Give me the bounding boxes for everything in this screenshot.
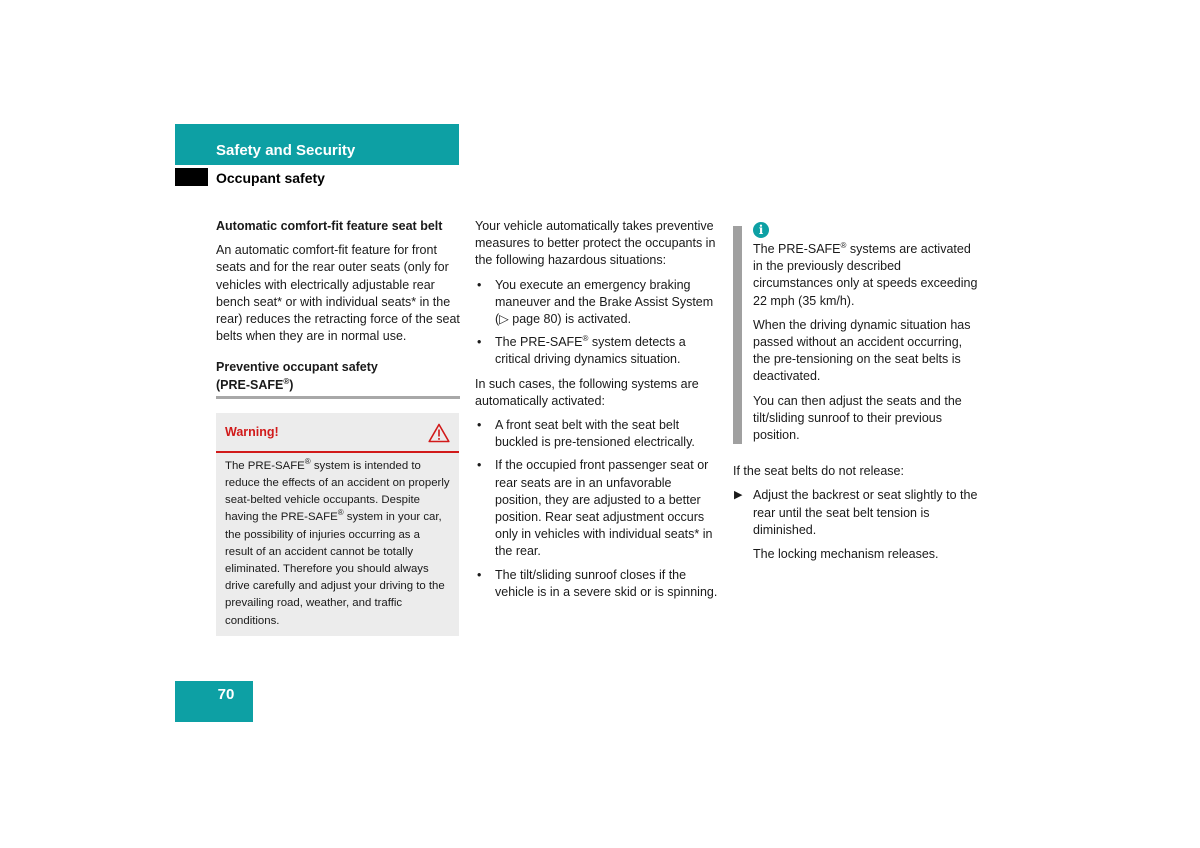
systems-list <box>475 417 720 601</box>
info-paragraph: The PRE-SAFE® systems are activated in the previously described circumstances only at speeds exceeding 22 mph (35 km/h). <box>753 240 978 308</box>
heading-pre-safe <box>216 359 460 393</box>
column-right <box>733 218 981 570</box>
list-item: • A front seat belt with the seat belt buckled is pre-tensioned electrically. <box>477 418 695 450</box>
paragraph-comfort-fit: An automatic comfort-fit feature for front seats and for the rear outer seats (only for vehicles with electrically adjustable rear bench seat* or with individual seats* in the rear) reduces the retracting force of the seat belts when they are in normal use. <box>216 243 460 344</box>
info-box <box>733 222 981 444</box>
warning-box <box>216 413 459 636</box>
arrow-right-icon: ▶ <box>734 489 743 502</box>
column-middle <box>475 218 720 608</box>
paragraph-intro: Your vehicle automatically takes preventive measures to better protect the occupants in the following hazardous situations: <box>475 219 716 268</box>
result-text: The locking mechanism releases. <box>753 547 939 562</box>
heading-pre-safe-line1: Preventive occupant safety <box>216 360 378 375</box>
subsection-title: Occupant safety <box>216 170 325 186</box>
warning-text: The PRE-SAFE® system is intended to reduce the effects of an accident on properly seat-belted vehicle occupants. Despite having the PRE-SAFE® system in your car, the possibility of injuries occurring as a result of an accident cannot be totally eliminated. Therefore you should always drive carefully and adjust your driving to the prevailing road, weather, and traffic conditions. <box>225 457 450 627</box>
heading-rule <box>216 396 460 399</box>
info-icon: i <box>753 222 769 238</box>
subheader-tab <box>175 168 208 186</box>
page-number: 70 <box>217 686 235 703</box>
section-title: Safety and Security <box>216 142 356 159</box>
heading-comfort-fit: Automatic comfort-fit feature seat belt <box>216 219 443 233</box>
warning-triangle-icon <box>428 423 450 443</box>
heading-pre-safe-line2: (PRE-SAFE®) <box>216 376 294 392</box>
warning-header <box>216 413 459 453</box>
info-paragraph: When the driving dynamic situation has passed without an accident occurring, the pre-tensioning on the seat belts is deactivated. <box>753 317 971 384</box>
list-item: • If the occupied front passenger seat or rear seats are in an unfavorable position, they are adjusted to a better position. Rear seat adjustment occurs only in vehicles with individual seats* in the rear. <box>477 458 713 559</box>
info-paragraph: You can then adjust the seats and the tilt/sliding sunroof to their previous position. <box>753 393 962 443</box>
list-item: • The PRE-SAFE® system detects a critical driving dynamics situation. <box>477 334 686 367</box>
info-bar <box>733 226 742 444</box>
warning-label: Warning! <box>225 425 279 440</box>
paragraph-activated: In such cases, the following systems are automatically activated: <box>475 376 699 408</box>
list-item: • You execute an emergency braking maneuver and the Brake Assist System (▷ page 80) is activated. <box>477 277 714 327</box>
paragraph-no-release: If the seat belts do not release: <box>733 464 904 479</box>
list-item: • The tilt/sliding sunroof closes if the vehicle is in a severe skid or is spinning. <box>477 567 718 599</box>
situations-list <box>475 277 720 369</box>
action-step: ▶ Adjust the backrest or seat slightly to the rear until the seat belt tension is diminished. <box>734 488 978 537</box>
column-left <box>216 218 460 636</box>
